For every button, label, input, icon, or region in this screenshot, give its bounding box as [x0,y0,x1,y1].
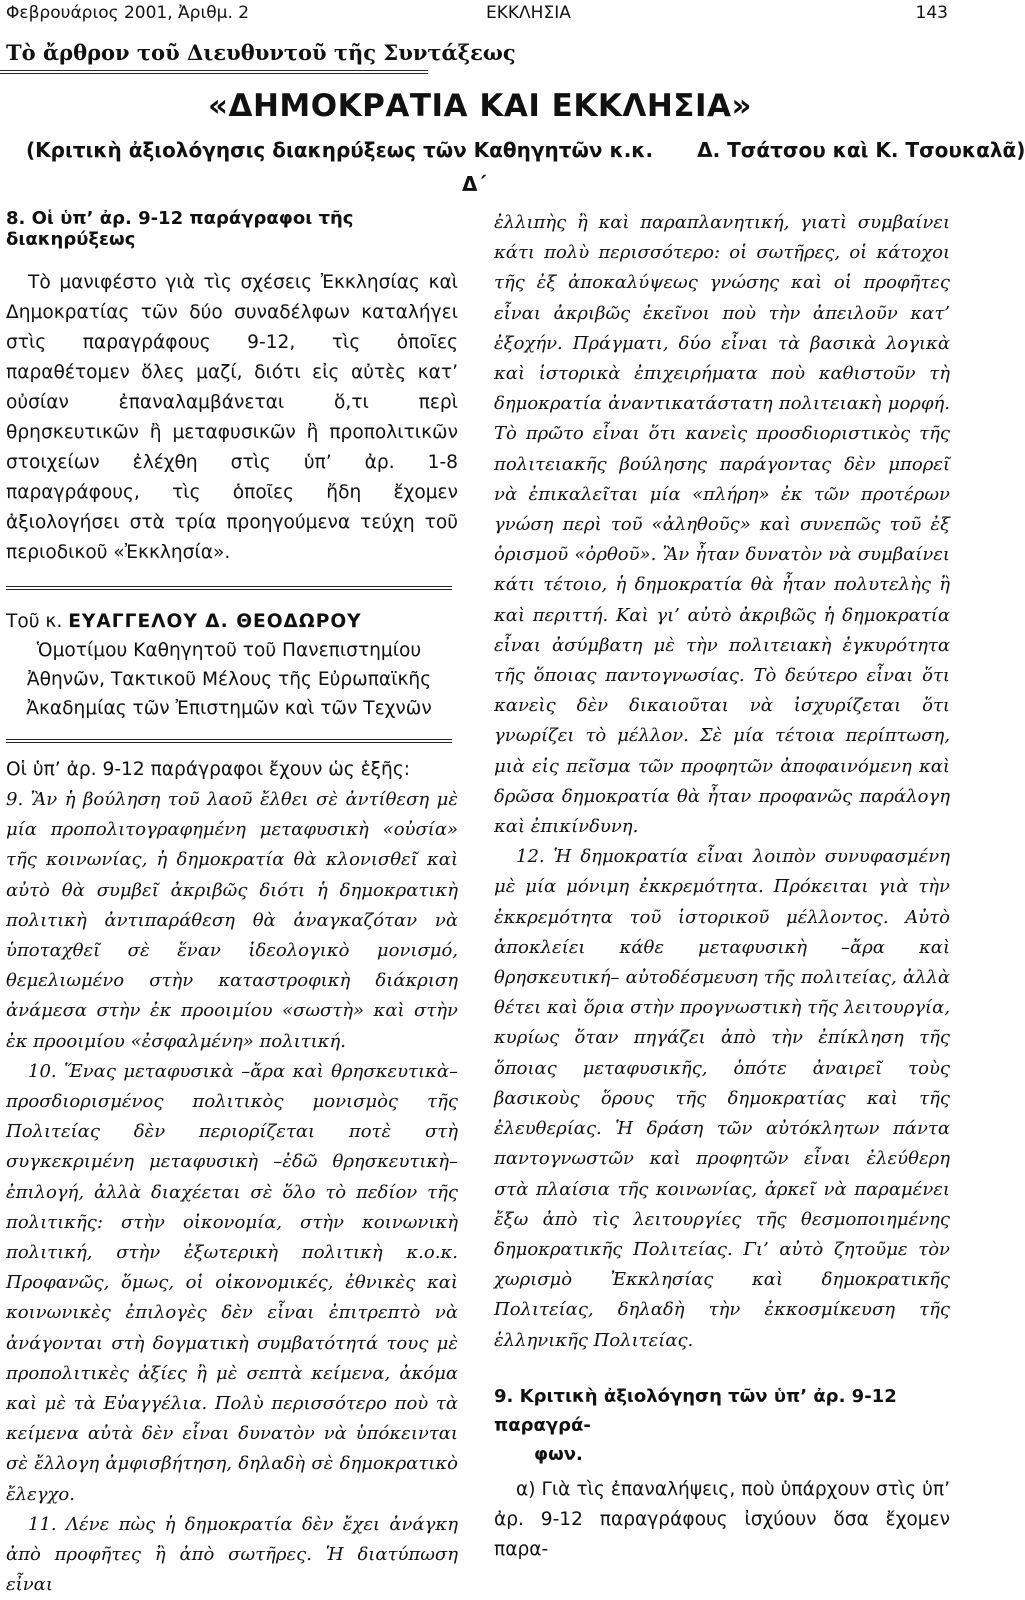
subtitle-authors: Δ. Τσάτσου καὶ Κ. Τσουκαλᾶ) [697,138,1025,162]
title-divider [0,70,428,74]
author-divider-bottom [6,739,452,743]
paragraph-alpha: α) Γιὰ τὶς ἐπαναλήψεις, ποὺ ὑπάρχουν στὶς ὑπ’ ἀρ. 9-12 παραγράφους ἰσχύουν ὅσα ἔχομεν παρα- [494,1478,950,1560]
author-name: ΕΥΑΓΓΕΛΟΥ Δ. ΘΕΟΔΩΡΟΥ [68,611,362,632]
part-number: Δ΄ [462,172,487,196]
author-divider-top [6,586,452,590]
article-subtitle [26,138,1025,162]
paragraph-12: 12. Ἡ δημοκρατία εἶναι λοιπὸν συνυφασμένη μὲ μία μόνιμη ἐκκρεμότητα. Πρόκειται γιὰ τὴν ἐκκρεμότητα τοῦ ἱστορικοῦ μέλλοντος. Αὐτὸ ἀποκλείει κάθε μεταφυσικὴ –ἄρα καὶ θρησκευτική– αὐτοδέσμευση τῆς πολιτείας, ἀλλὰ θέτει καὶ ὅρια στὴν προγνωστικὴ τῆς λειτουργία, κυρίως ὅταν πηγάζει ἀπὸ τὴν ἐπίκληση τῆς ὅποιας μεταφυσικῆς, ὁπότε ἀναιρεῖ τοὺς βασικοὺς ὅρους τῆς δημοκρατίας καὶ τῆς ἐλευθερίας. Ἡ δράση τῶν αὐτόκλητων πάντα παντογνωστῶν καὶ προφητῶν εἶναι ἐλεύθερη στὰ πλαίσια τῆς κοινωνίας, ἀρκεῖ νὰ παραμένει ἔξω ἀπὸ τὶς λειτουργίες τῆς θεσμοποιημένης δημοκρατικῆς Πολιτείας. Γι’ αὐτὸ ζητοῦμε τὸν χωρισμὸ Ἐκκλησίας καὶ δημοκρατικῆς Πολιτείας, δηλαδὴ τὴν ἐκκοσμίκευση τῆς ἑλληνικῆς Πολιτείας. [494,846,950,1351]
author-line [6,608,458,636]
column-title: Τὸ ἄρθρον τοῦ Διευθυντοῦ τῆς Συντάξεως [6,40,516,65]
section-9-heading-line2: φων. [534,1443,583,1465]
article-title: «ΔΗΜΟΚΡΑΤΙΑ ΚΑΙ ΕΚΚΛΗΣΙΑ» [207,88,753,124]
section-8-heading: 8. Οἱ ὑπ’ ἀρ. 9-12 παράγραφοι τῆς διακηρύξεως [6,208,354,250]
issue-date: Φεβρουάριος 2001, Ἀριθμ. 2 [6,3,250,23]
left-column [6,208,458,1600]
paragraph-9: 9. Ἂν ἡ βούληση τοῦ λαοῦ ἔλθει σὲ ἀντίθεση μὲ μία προπολιτογραφημένη μεταφυσικὴ «οὐσία» τῆς κοινωνίας, ἡ δημοκρατία θὰ κλονισθεῖ καὶ αὐτὸ θὰ συμβεῖ ἀκριβῶς διότι ἡ δημοκρατικὴ πολιτικὴ ἀντιπαράθεση θὰ ἀναγκαζόταν νὰ ὑποταχθεῖ σὲ ἕναν ἰδεολογικὸ μονισμό, θεμελιωμένο στὴν καταστροφικὴ διάκριση ἀνάμεσα στὴν ἐκ προοιμίου «σωστὴ» καὶ στὴν ἐκ προοιμίου «ἐσφαλμένη» πολιτική. [6,789,458,1052]
quote-intro: Οἱ ὑπ’ ἀρ. 9-12 παράγραφοι ἔχουν ὡς ἑξῆς: [6,759,411,780]
page-number: 143 [915,3,948,23]
subtitle-text: (Κριτικὴ ἀξιολόγησις διακηρύξεως τῶν Καθηγητῶν κ.κ. [26,138,654,162]
intro-paragraph: Τὸ μανιφέστο γιὰ τὶς σχέσεις Ἐκκλησίας καὶ Δημοκρατίας τῶν δύο συναδέλφων καταλήγει στὶς παραγράφους 9-12, τὶς ὁποῖες παραθέτομεν ὅλες μαζί, διότι εἰς αὐτὲς κατ’ οὐσίαν ἐπαναλαμβάνεται ὅ,τι περὶ θρησκευτικῶν ἢ μεταφυσικῶν ἢ προπολιτικῶν στοιχείων ἐλέχθη στὶς ὑπ’ ἀρ. 1-8 παραγράφους, τὶς ὁποῖες ἤδη ἔχομεν ἀξιολογήσει στὰ τρία προηγούμενα τεύχη τοῦ περιοδικοῦ «Ἐκκλησία». [6,272,458,563]
running-header [6,2,954,26]
section-9-heading-line1: 9. Κριτικὴ ἀξιολόγηση τῶν ὑπ’ ἀρ. 9-12 παραγρά- [494,1385,897,1436]
author-affiliation: Ὁμοτίμου Καθηγητοῦ τοῦ Πανεπιστημίου Ἀθηνῶν, Τακτικοῦ Μέλους τῆς Εὐρωπαϊκῆς Ἀκαδημίας τῶν Ἐπιστημῶν καὶ τῶν Τεχνῶν [26,640,432,719]
paragraph-11-continued: ἐλλιπὴς ἢ καὶ παραπλανητική, γιατὶ συμβαίνει κάτι πολὺ περισσότερο: οἱ σωτῆρες, οἱ κάτοχοι τῆς ἐξ ἀποκαλύψεως γνώσης καὶ οἱ προφῆτες εἶναι ἀκριβῶς ἐκεῖνοι ποὺ τὴν ἀπειλοῦν κατ’ ἐξοχήν. Πράγματι, δύο εἶναι τὰ βασικὰ λογικὰ καὶ ἱστορικὰ ἐπιχειρήματα ποὺ καθιστοῦν τὴ δημοκρατία ἀναντικατάστατη πολιτειακὴ μορφή. Τὸ πρῶτο εἶναι ὅτι κανεὶς προσδιοριστικὸς τῆς πολιτειακῆς βούλησης παράγοντας δὲν μπορεῖ νὰ ἐπικαλεῖται μία «πλήρη» ἐκ τῶν προτέρων γνώση περὶ τοῦ «ἀληθοῦς» καὶ συνεπῶς τοῦ ἐξ ὁρισμοῦ «ὀρθοῦ». Ἂν ἦταν δυνατὸν νὰ συμβαίνει κάτι τέτοιο, ἡ δημοκρατία θὰ ἦταν πολυτελὴς ἢ καὶ περιττή. Καὶ γι’ αὐτὸ ἀκριβῶς ἡ δημοκρατία εἶναι ἀσύμβατη μὲ τὴν πολιτειακὴ ἐγκυρότητα τῆς ὅποιας παντογνωσίας. Τὸ δεύτερο εἶναι ὅτι κανεὶς δὲν δικαιοῦται νὰ ἰσχυρίζεται ὅτι γνωρίζει τὸ μέλλον. Σὲ μία τέτοια περίπτωση, μιὰ εἰς πεῖσμα τῶν προφητῶν ἀποφαινόμενη καὶ δρῶσα δημοκρατία θὰ ἦταν προφανῶς παράλογη καὶ ἐπικίνδυνη. [494,212,950,838]
journal-name: ΕΚΚΛΗΣΙΑ [486,3,571,23]
right-column [494,208,950,1565]
paragraph-10: 10. Ἕνας μεταφυσικὰ –ἄρα καὶ θρησκευτικὰ– προσδιορισμένος πολιτικὸς μονισμὸς τῆς Πολιτείας δὲν περιορίζεται ποτὲ στὴ συγκεκριμένη μεταφυσικὴ –ἐδῶ θρησκευτικὴ– ἐπιλογή, ἀλλὰ διαχέεται σὲ ὅλο τὸ πεδίον τῆς πολιτικῆς: στὴν οἰκονομία, στὴν κοινωνικὴ πολιτική, στὴν ἐξωτερικὴ πολιτικὴ κ.ο.κ. Προφανῶς, ὅμως, οἱ οἰκονομικές, ἐθνικὲς καὶ κοινωνικὲς ἐπιλογὲς δὲν εἶναι ἐπιτρεπτὸ νὰ ἀνάγονται στὴ δογματικὴ συμβατότητά τους μὲ προπολιτικὲς ἀξίες ἢ μὲ σεπτὰ κείμενα, ἀκόμα καὶ μὲ τὰ Εὐαγγέλια. Πολὺ περισσότερο ποὺ τὰ κείμενα αὐτὰ δὲν εἶναι δυνατὸν νὰ ὑπόκεινται σὲ ἔλλογη ἀμφισβήτηση, δηλαδὴ σὲ δημοκρατικὸ ἔλεγχο. [6,1060,458,1505]
paragraph-11: 11. Λένε πὼς ἡ δημοκρατία δὲν ἔχει ἀνάγκη ἀπὸ προφῆτες ἢ ἀπὸ σωτῆρες. Ἡ διατύπωση εἶναι [6,1513,458,1596]
section-9-heading [494,1382,950,1469]
author-prefix: Τοῦ κ. [6,611,63,632]
